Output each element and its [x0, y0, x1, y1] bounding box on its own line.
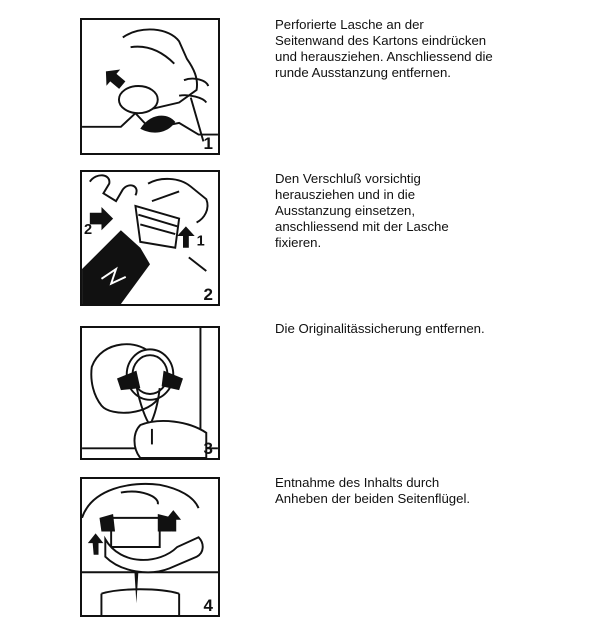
step-4-number: 4: [203, 596, 213, 615]
arrow-label-1: 1: [196, 233, 205, 250]
illustration-step-2: [80, 170, 220, 306]
step-3-drawing: [82, 328, 218, 458]
step-3-number: 3: [203, 439, 213, 458]
step-2-drawing: [82, 172, 218, 304]
step-4-caption: Entnahme des Inhalts durch Anheben der beiden Seitenflügel.: [275, 475, 471, 506]
step-2-caption: Den Verschluß vorsichtig herausziehen und in die Ausstanzung einsetzen, anschliessend mit der Lasche fixieren.: [275, 171, 449, 250]
step-2-number: 2: [203, 285, 213, 304]
illustration-step-1: [80, 18, 220, 155]
step-1-number: 1: [203, 134, 213, 153]
illustration-step-3: [80, 326, 220, 460]
step-3-caption: Die Originalitässicherung entfernen.: [275, 321, 485, 336]
step-4-drawing: [82, 479, 218, 615]
illustration-step-4: [80, 477, 220, 617]
step-1-caption: Perforierte Lasche an der Seitenwand des Kartons eindrücken und herausziehen. Anschliessend die runde Ausstanzung entfernen.: [275, 17, 493, 80]
arrow-label-2: 2: [84, 222, 93, 239]
step-1-drawing: [82, 20, 218, 153]
